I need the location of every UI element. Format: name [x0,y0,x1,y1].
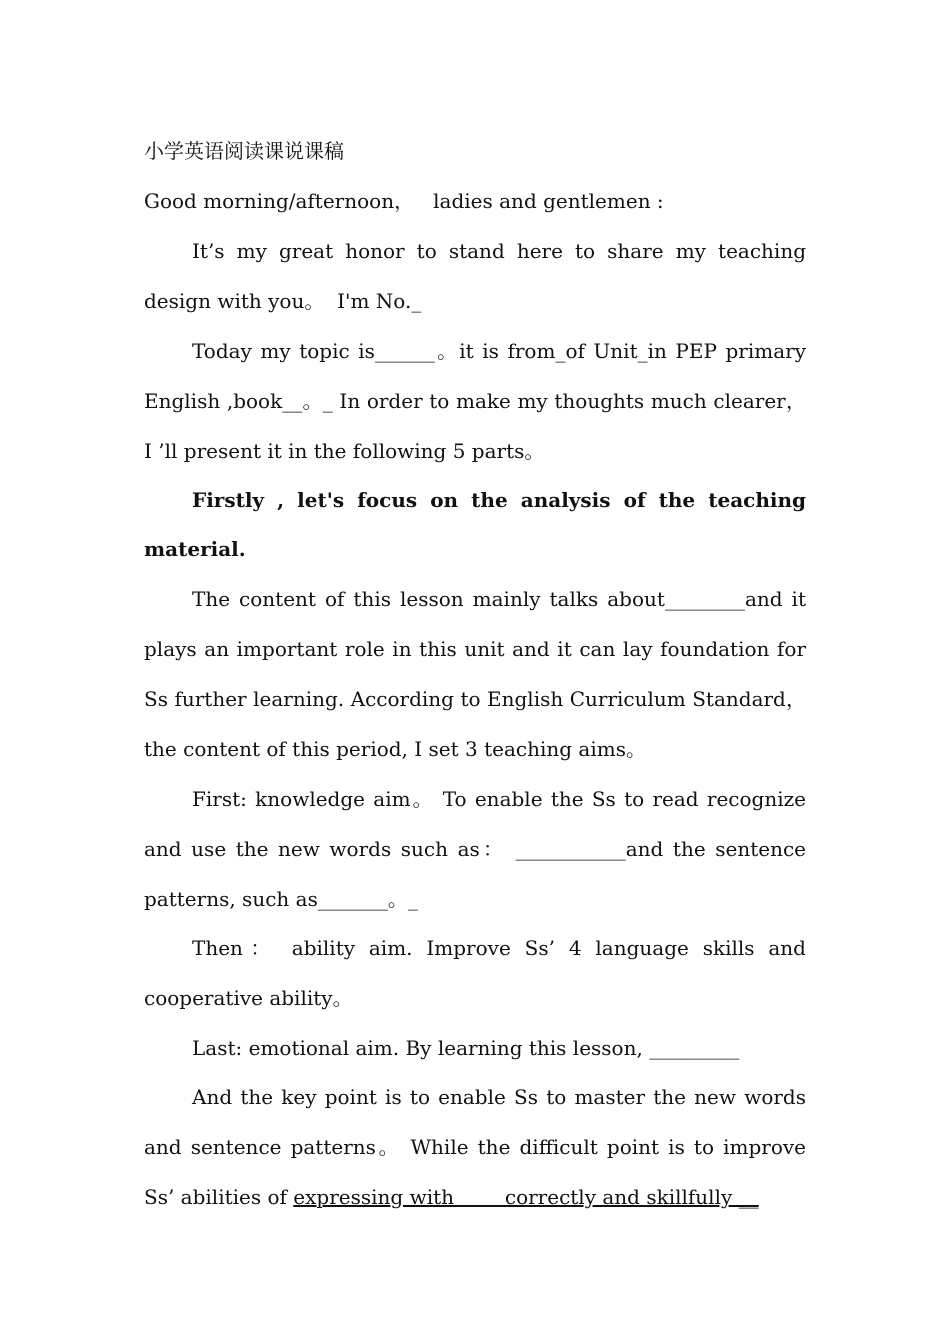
paragraph-line: cooperative ability。 [144,986,353,1010]
paragraph-line: Ss further learning. According to English Curriculum Standard， [144,687,806,711]
paragraph-line: And the key point is to enable Ss to master the new words [192,1085,806,1109]
paragraph-line: plays an important role in this unit and it can lay foundation for [144,637,806,661]
paragraph-line: I ’ll present it in the following 5 parts。 [144,439,545,463]
paragraph-line: patterns, such as_______。_ [144,887,418,911]
paragraph-line: The content of this lesson mainly talks about________and it [192,587,806,611]
paragraph-line: First: knowledge aim。 To enable the Ss to read recognize [192,787,806,811]
paragraph-line: and use the new words such as： ___________and the sentence [144,837,806,861]
paragraph-line: Last: emotional aim. By learning this lesson, _________ [192,1036,740,1060]
underlined-text: expressing with correctly and skillfully __ [293,1185,759,1209]
paragraph-line: It’s my great honor to stand here to share my teaching [192,239,806,263]
greeting-line: Good morning/afternoon， ladies and gentlemen : [144,189,664,213]
paragraph-line: Today my topic is______。it is from_of Unit_in PEP primary [192,339,806,363]
paragraph-line [144,1185,759,1209]
section-heading: Firstly , let's focus on the analysis of the teaching [192,488,806,512]
paragraph-line: the content of this period, I set 3 teaching aims。 [144,737,646,761]
paragraph-line: Then： ability aim. Improve Ss’ 4 language skills and [192,936,806,960]
document-title: 小学英语阅读课说课稿 [144,139,344,163]
paragraph-line: design with you。 I'm No._ [144,289,422,313]
paragraph-line: English ,book__。_ In order to make my thoughts much clearer， [144,389,806,413]
line-text: Ss’ abilities of [144,1185,294,1209]
section-heading: material. [144,537,246,561]
paragraph-line: and sentence patterns。 While the difficult point is to improve [144,1135,806,1159]
